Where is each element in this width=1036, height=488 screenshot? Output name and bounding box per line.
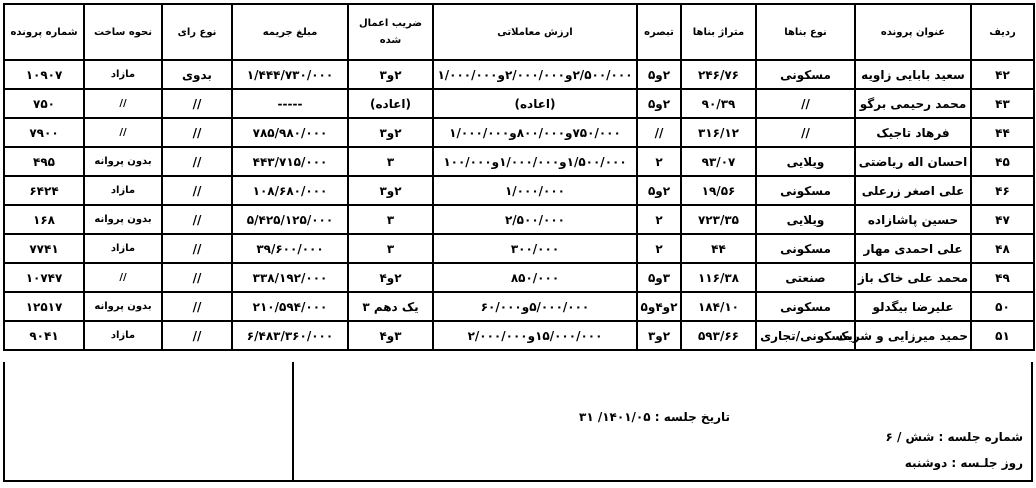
cell-building-area: ۹۳/۰۷ bbox=[681, 147, 756, 176]
cell-building-type: ویلایی bbox=[756, 147, 855, 176]
table-row bbox=[4, 176, 1034, 205]
cell-vote-type: // bbox=[162, 118, 232, 147]
cell-note: ۲و۵ bbox=[637, 89, 681, 118]
cell-fine-amount: ۷۸۵/۹۸۰/۰۰۰ bbox=[232, 118, 348, 147]
cell-building-area: ۲۴۶/۷۶ bbox=[681, 60, 756, 89]
cell-file-number: ۶۴۲۴ bbox=[4, 176, 84, 205]
cell-coefficient: ۲و۴ bbox=[348, 263, 433, 292]
table-row bbox=[4, 205, 1034, 234]
footer-divider bbox=[292, 362, 294, 480]
cell-build-method: مازاد bbox=[84, 176, 162, 205]
cell-file-title: علی احمدی مهار bbox=[855, 234, 971, 263]
cell-fine-amount: ۴۴۳/۷۱۵/۰۰۰ bbox=[232, 147, 348, 176]
header-building-area: متراژ بناها bbox=[681, 4, 756, 60]
cell-vote-type: // bbox=[162, 321, 232, 350]
cell-file-title: محمد رحیمی برگو bbox=[855, 89, 971, 118]
cell-building-type: صنعتی bbox=[756, 263, 855, 292]
cell-note: ۳و۵ bbox=[637, 263, 681, 292]
table-row bbox=[4, 60, 1034, 89]
cell-build-method: مازاد bbox=[84, 60, 162, 89]
cell-building-area: ۱۸۴/۱۰ bbox=[681, 292, 756, 321]
cell-coefficient: ۳و۴ bbox=[348, 321, 433, 350]
cell-building-area: ۷۲۳/۳۵ bbox=[681, 205, 756, 234]
cell-building-area: ۴۴ bbox=[681, 234, 756, 263]
cell-coefficient: یک دهم ۳ bbox=[348, 292, 433, 321]
header-building-type: نوع بناها bbox=[756, 4, 855, 60]
cell-building-type: ویلایی bbox=[756, 205, 855, 234]
cell-build-method: مازاد bbox=[84, 234, 162, 263]
cell-build-method: // bbox=[84, 118, 162, 147]
cell-fine-amount: ۱۰۸/۶۸۰/۰۰۰ bbox=[232, 176, 348, 205]
cell-coefficient: ۳ bbox=[348, 147, 433, 176]
cell-build-method: مازاد bbox=[84, 321, 162, 350]
cell-file-title: سعید بابایی زاویه bbox=[855, 60, 971, 89]
table-row bbox=[4, 118, 1034, 147]
header-coefficient: ضریب اعمال شده bbox=[348, 4, 433, 60]
cell-note: ۲ bbox=[637, 205, 681, 234]
cell-file-number: ۷۷۴۱ bbox=[4, 234, 84, 263]
cell-file-number: ۱۰۷۴۷ bbox=[4, 263, 84, 292]
table-row bbox=[4, 89, 1034, 118]
cell-file-title: فرهاد تاجیک bbox=[855, 118, 971, 147]
cell-transaction-value: ۲/۵۰۰/۰۰۰ bbox=[433, 205, 637, 234]
cell-transaction-value: ۷۵۰/۰۰۰و۸۰۰/۰۰۰و۱/۰۰۰/۰۰۰ bbox=[433, 118, 637, 147]
cell-note: ۲ bbox=[637, 234, 681, 263]
cell-file-number: ۹۰۴۱ bbox=[4, 321, 84, 350]
cell-note: ۲و۳ bbox=[637, 321, 681, 350]
cell-transaction-value: ۸۵۰/۰۰۰ bbox=[433, 263, 637, 292]
header-row bbox=[4, 4, 1034, 60]
table-row bbox=[4, 234, 1034, 263]
table-row bbox=[4, 147, 1034, 176]
session-date: تاریخ جلسه : ۱۴۰۱/۰۵/ ۳۱ bbox=[579, 410, 730, 424]
cell-building-type: مسکونی bbox=[756, 176, 855, 205]
cell-transaction-value: ۱۵/۰۰۰/۰۰۰و۲/۰۰۰/۰۰۰ bbox=[433, 321, 637, 350]
cell-note: ۲و۵ bbox=[637, 176, 681, 205]
cell-row-no: ۵۰ bbox=[971, 292, 1034, 321]
cell-vote-type: بدوی bbox=[162, 60, 232, 89]
cell-build-method: بدون پروانه bbox=[84, 292, 162, 321]
cell-building-area: ۹۰/۳۹ bbox=[681, 89, 756, 118]
cell-file-number: ۱۲۵۱۷ bbox=[4, 292, 84, 321]
cell-fine-amount: ۳۳۸/۱۹۲/۰۰۰ bbox=[232, 263, 348, 292]
cell-building-type: // bbox=[756, 89, 855, 118]
cell-build-method: // bbox=[84, 263, 162, 292]
cell-build-method: // bbox=[84, 89, 162, 118]
cell-building-area: ۱۱۶/۳۸ bbox=[681, 263, 756, 292]
cell-row-no: ۴۳ bbox=[971, 89, 1034, 118]
header-build-method: نحوه ساخت bbox=[84, 4, 162, 60]
cell-building-type: مسکونی/تجاری bbox=[756, 321, 855, 350]
cell-building-area: ۱۹/۵۶ bbox=[681, 176, 756, 205]
cell-file-title: حمید میرزایی و شریک bbox=[855, 321, 971, 350]
cell-row-no: ۴۹ bbox=[971, 263, 1034, 292]
cell-transaction-value: ۵/۰۰۰/۰۰۰و۶۰/۰۰۰ bbox=[433, 292, 637, 321]
cell-file-number: ۱۰۹۰۷ bbox=[4, 60, 84, 89]
table-row bbox=[4, 321, 1034, 350]
header-note: تبصره bbox=[637, 4, 681, 60]
cell-coefficient: ۳ bbox=[348, 205, 433, 234]
cell-row-no: ۴۷ bbox=[971, 205, 1034, 234]
cell-vote-type: // bbox=[162, 292, 232, 321]
cell-fine-amount: ۲۱۰/۵۹۴/۰۰۰ bbox=[232, 292, 348, 321]
cell-vote-type: // bbox=[162, 89, 232, 118]
cell-building-type: مسکونی bbox=[756, 292, 855, 321]
cell-coefficient: (اعاده) bbox=[348, 89, 433, 118]
table-row bbox=[4, 263, 1034, 292]
cell-transaction-value: (اعاده) bbox=[433, 89, 637, 118]
table-row bbox=[4, 292, 1034, 321]
cell-transaction-value: ۱/۵۰۰/۰۰۰و۱/۰۰۰/۰۰۰و۱۰۰/۰۰۰ bbox=[433, 147, 637, 176]
cell-row-no: ۴۴ bbox=[971, 118, 1034, 147]
cell-file-number: ۴۹۵ bbox=[4, 147, 84, 176]
cell-coefficient: ۲و۳ bbox=[348, 176, 433, 205]
cell-fine-amount: ۳۹/۶۰۰/۰۰۰ bbox=[232, 234, 348, 263]
cell-transaction-value: ۲/۵۰۰/۰۰۰و۲/۰۰۰/۰۰۰و۱/۰۰۰/۰۰۰ bbox=[433, 60, 637, 89]
cell-note: // bbox=[637, 118, 681, 147]
cell-file-title: علی اصغر زرعلی bbox=[855, 176, 971, 205]
cell-building-area: ۳۱۶/۱۲ bbox=[681, 118, 756, 147]
header-vote-type: نوع رای bbox=[162, 4, 232, 60]
cell-row-no: ۴۶ bbox=[971, 176, 1034, 205]
cell-coefficient: ۲و۳ bbox=[348, 60, 433, 89]
cell-row-no: ۴۲ bbox=[971, 60, 1034, 89]
cell-coefficient: ۳ bbox=[348, 234, 433, 263]
cell-vote-type: // bbox=[162, 176, 232, 205]
cell-fine-amount: ۱/۴۴۴/۷۳۰/۰۰۰ bbox=[232, 60, 348, 89]
fines-table bbox=[3, 3, 1035, 351]
header-file-title: عنوان پرونده bbox=[855, 4, 971, 60]
cell-file-title: حسین پاشازاده bbox=[855, 205, 971, 234]
cell-row-no: ۵۱ bbox=[971, 321, 1034, 350]
cell-fine-amount: ۵/۴۲۵/۱۲۵/۰۰۰ bbox=[232, 205, 348, 234]
cell-building-type: مسکونی bbox=[756, 234, 855, 263]
cell-note: ۲و۴و۵ bbox=[637, 292, 681, 321]
cell-build-method: بدون پروانه bbox=[84, 205, 162, 234]
header-fine-amount: مبلغ جریمه bbox=[232, 4, 348, 60]
cell-transaction-value: ۱/۰۰۰/۰۰۰ bbox=[433, 176, 637, 205]
cell-note: ۲ bbox=[637, 147, 681, 176]
cell-file-number: ۷۹۰۰ bbox=[4, 118, 84, 147]
cell-fine-amount: ۶/۴۸۳/۳۶۰/۰۰۰ bbox=[232, 321, 348, 350]
session-number: شماره جلسه : شش / ۶ bbox=[885, 430, 1023, 444]
cell-file-number: ۷۵۰ bbox=[4, 89, 84, 118]
cell-file-title: علیرضا بیگدلو bbox=[855, 292, 971, 321]
cell-file-number: ۱۶۸ bbox=[4, 205, 84, 234]
cell-building-area: ۵۹۳/۶۶ bbox=[681, 321, 756, 350]
cell-fine-amount: ----- bbox=[232, 89, 348, 118]
cell-transaction-value: ۳۰۰/۰۰۰ bbox=[433, 234, 637, 263]
cell-coefficient: ۲و۳ bbox=[348, 118, 433, 147]
meeting-info bbox=[885, 424, 1023, 476]
cell-building-type: // bbox=[756, 118, 855, 147]
session-day: روز جلـسه : دوشنبه bbox=[904, 456, 1023, 470]
header-row-no: ردیف bbox=[971, 4, 1034, 60]
cell-vote-type: // bbox=[162, 205, 232, 234]
cell-row-no: ۴۵ bbox=[971, 147, 1034, 176]
cell-vote-type: // bbox=[162, 234, 232, 263]
header-file-number: شماره پرونده bbox=[4, 4, 84, 60]
cell-vote-type: // bbox=[162, 147, 232, 176]
cell-build-method: بدون پروانه bbox=[84, 147, 162, 176]
meeting-footer bbox=[3, 362, 1033, 482]
cell-building-type: مسکونی bbox=[756, 60, 855, 89]
cell-note: ۲و۵ bbox=[637, 60, 681, 89]
cell-vote-type: // bbox=[162, 263, 232, 292]
header-transaction-value: ارزش معاملاتی bbox=[433, 4, 637, 60]
cell-file-title: احسان اله ریاضتی bbox=[855, 147, 971, 176]
cell-row-no: ۴۸ bbox=[971, 234, 1034, 263]
cell-file-title: محمد علی خاک باز bbox=[855, 263, 971, 292]
